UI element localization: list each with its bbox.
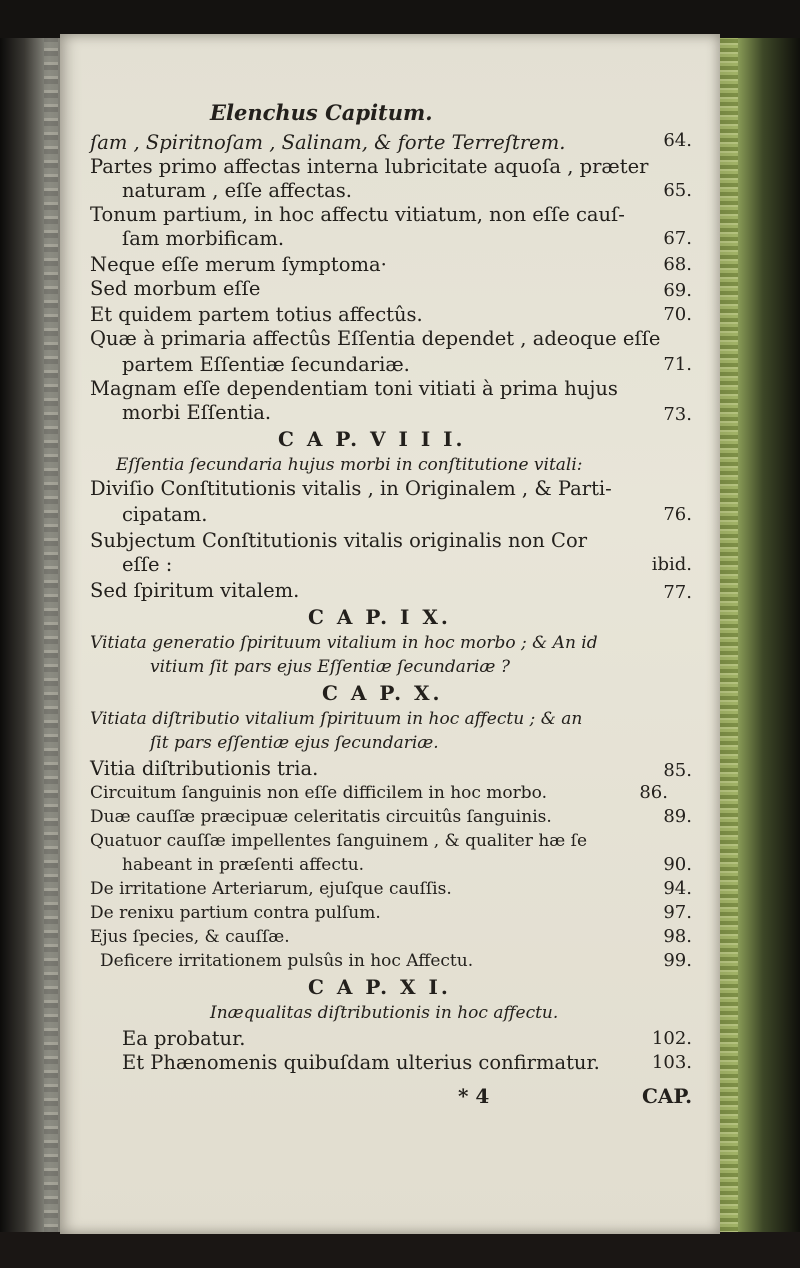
right-background <box>708 0 800 1268</box>
text-line: Deficere irritationem pulsûs in hoc Affectu. <box>100 951 474 971</box>
text-line: Et Phænomenis quibuſdam ulterius confirmatur. <box>122 1051 600 1074</box>
text-line: Duæ cauſſæ præcipuæ celeritatis circuitûs ſanguinis. <box>90 807 552 827</box>
page-number: 85. <box>663 760 692 781</box>
text-line: morbi Eſſentia. <box>122 401 272 424</box>
text-line: naturam , eſſe affectas. <box>122 179 352 202</box>
text-line: ſam , Spiritnoſam , Salinam, & forte Terreſtrem. <box>90 131 566 154</box>
chapter-heading: C A P. I X. <box>308 605 451 629</box>
text-line: Eſſentia ſecundaria hujus morbi in conſtitutione vitali: <box>116 455 583 475</box>
page-number: 64. <box>663 130 692 151</box>
page-number: 90. <box>663 854 692 875</box>
text-line: Sed ſpiritum vitalem. <box>90 579 300 602</box>
page-number: 69. <box>663 280 692 301</box>
catchword: CAP. <box>642 1084 693 1108</box>
page-number: 71. <box>663 354 692 375</box>
text-line: Vitiata diſtributio vitalium ſpirituum in hoc affectu ; & an <box>90 709 583 729</box>
page-number: 94. <box>663 878 692 899</box>
text-line: De irritatione Arteriarum, ejuſque cauſſis. <box>90 879 452 899</box>
page-number: 102. <box>651 1028 692 1049</box>
text-line: ſam morbificam. <box>122 227 285 250</box>
text-line: cipatam. <box>122 503 208 526</box>
text-line: ſit pars eſſentiæ ejus ſecundariæ. <box>150 733 439 753</box>
chapter-heading: C A P. X. <box>322 681 443 705</box>
page-number: 70. <box>663 304 692 325</box>
signature-mark: * 4 <box>458 1084 490 1108</box>
page-number: 86. <box>639 782 668 803</box>
binding-strip <box>44 0 58 1268</box>
text-line: Inæqualitas diſtributionis in hoc affectu. <box>210 1003 559 1023</box>
text-line: Subjectum Conſtitutionis vitalis originalis non Cor <box>90 529 588 552</box>
bottom-background <box>0 1232 800 1268</box>
page-number: 99. <box>663 950 692 971</box>
chapter-heading: C A P. X I. <box>308 975 451 999</box>
top-background <box>0 0 800 38</box>
text-line: Circuitum ſanguinis non eſſe difficilem in hoc morbo. <box>90 783 547 803</box>
page-number: 68. <box>663 254 692 275</box>
text-line: eſſe : <box>122 553 173 576</box>
chapter-heading: C A P. V I I I. <box>278 427 466 451</box>
page-number: 76. <box>663 504 692 525</box>
page-number: 97. <box>663 902 692 923</box>
text-line: Tonum partium, in hoc affectu vitiatum, non eſſe cauſ- <box>90 203 625 226</box>
text-line: Partes primo affectas interna lubricitate aquoſa , præter <box>90 155 649 178</box>
text-line: Quatuor cauſſæ impellentes ſanguinem , & qualiter hæ ſe <box>90 831 588 851</box>
text-line: vitium ſit pars ejus Eſſentiæ ſecundariæ ? <box>150 657 510 677</box>
page-number: 103. <box>651 1052 692 1073</box>
page-number: ibid. <box>651 554 692 575</box>
text-line: Vitia diſtributionis tria. <box>90 757 319 780</box>
text-line: habeant in præſenti affectu. <box>122 855 365 875</box>
page-number: 98. <box>663 926 692 947</box>
page-number: 67. <box>663 228 692 249</box>
text-line: Diviſio Conſtitutionis vitalis , in Originalem , & Parti- <box>90 477 612 500</box>
text-line: Neque eſſe merum ſymptoma· <box>90 253 387 276</box>
page-number: 65. <box>663 180 692 201</box>
page-number: 89. <box>663 806 692 827</box>
page-number: 73. <box>663 404 692 425</box>
text-line: Ea probatur. <box>122 1027 246 1050</box>
page-number: 77. <box>663 582 692 603</box>
text-line: Quæ à primaria affectûs Eſſentia dependet , adeoque eſſe <box>90 327 661 350</box>
text-line: Ejus ſpecies, & cauſſæ. <box>90 927 290 947</box>
text-line: Magnam eſſe dependentiam toni vitiati à prima hujus <box>90 377 618 400</box>
text-line: De renixu partium contra pulſum. <box>90 903 381 923</box>
text-line: partem Eſſentiæ ſecundariæ. <box>122 353 410 376</box>
running-head: Elenchus Capitum. <box>210 100 433 125</box>
text-line: Sed morbum eſſe <box>90 277 261 300</box>
text-line: Vitiata generatio ſpirituum vitalium in hoc morbo ; & An id <box>90 633 598 653</box>
text-line: Et quidem partem totius affectûs. <box>90 303 423 326</box>
book-page <box>60 34 720 1234</box>
